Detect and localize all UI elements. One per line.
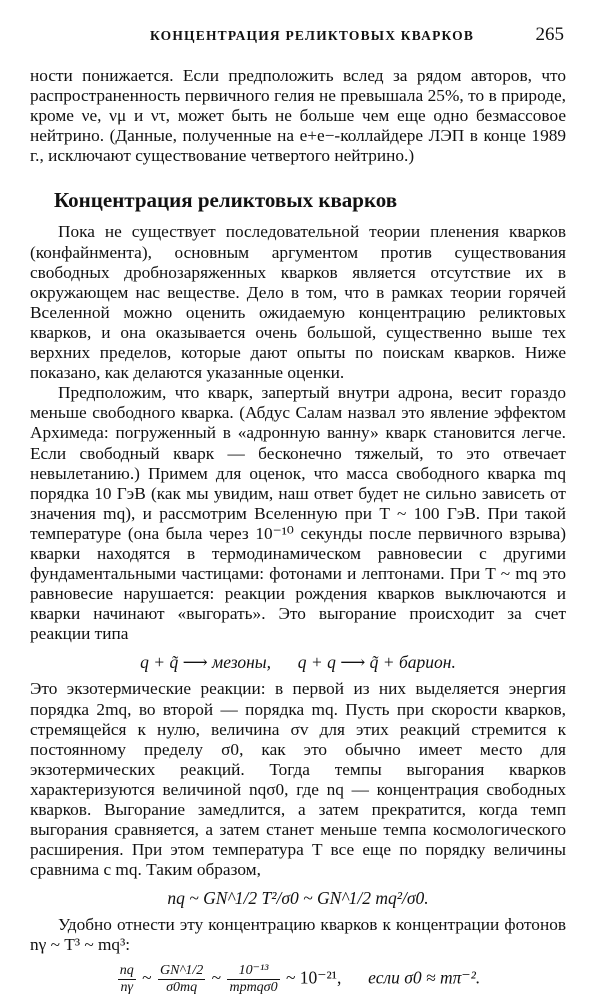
formula-condition: если σ0 ≈ mπ⁻². xyxy=(368,967,481,988)
paragraph: Это экзотермические реакции: в первой из них выделяется энергия порядка 2mq, во второй — порядка mq. Пусть при скорости кварков, стремящейся к нулю, величина σv для этих реакций стремится к постоянному пределу σ0, как это обычно имеет место для экзотермических реакций. Тогда темпы выгорания кварков характеризуются величиной nqσ0, где nq — концентрация свободных кварков. Выгорание замедлится, а затем прекратится, когда темп выгорания сравняется, а затем станет меньше темпа космологического расширения. При этом температура T все еще по порядку величины сравнима с mq. Таким образом, xyxy=(30,679,566,880)
formula-text: nq ~ GN^1/2 T²/σ0 ~ GN^1/2 mq²/σ0. xyxy=(167,888,429,909)
paragraph-continued: ности понижается. Если предположить вслед за рядом авторов, что распространенность первичного гелия не превышала 25%, то в природе, кроме νe, νμ и ντ, может быть не больше чем еще одно безмассовое нейтрино. (Данные, полученные на e+e−-коллайдере ЛЭП в конце 1989 г., исключают существование четвертого нейтрино.) xyxy=(30,66,566,166)
paragraph: Пока не существует последовательной теории пленения кварков (конфайнмента), основным аргументом против существования свободных дробнозаряженных кварков является отсутствие их в окружающем нас веществе. Дело в том, что в рамках теории горячей Вселенной можно оценить ожидаемую концентрацию реликтовых кварков, и она оказывается очень большой, существенно выше тех верхних пределов, которые дают опыты по поискам кварков. Ниже показано, как делаются указанные оценки. xyxy=(30,222,566,383)
fraction xyxy=(158,963,205,996)
formula-result: ~ 10⁻²¹, xyxy=(285,967,342,988)
fraction xyxy=(118,963,136,996)
page-header xyxy=(30,22,566,50)
formula-right: q + q ⟶ q̃ + барион. xyxy=(297,652,456,673)
running-head: КОНЦЕНТРАЦИЯ РЕЛИКТОВЫХ КВАРКОВ xyxy=(150,28,475,43)
fraction-numerator: nq xyxy=(119,962,134,978)
fraction-denominator: σ0mq xyxy=(166,979,198,995)
section-title: Концентрация реликтовых кварков xyxy=(54,188,398,213)
formula-left: q + q̃ ⟶ мезоны, xyxy=(140,652,272,673)
fraction-denominator: mpmqσ0 xyxy=(229,979,278,995)
page-number: 265 xyxy=(535,24,564,45)
concentration-formula xyxy=(30,887,566,909)
reaction-formula xyxy=(30,651,566,673)
body-text xyxy=(30,66,566,996)
fraction-numerator: 10⁻¹³ xyxy=(227,963,279,980)
paragraph: Предположим, что кварк, запертый внутри адрона, весит гораздо меньше свободного кварка. (Абдус Салам назвал это явление эффектом Архимеда: погруженный в «адронную ванну» кварк становится легче. Если свободный кварк — бесконечно тяжелый, то это отвечает невылетанию.) Примем для оценок, что масса свободного кварка mq порядка 10 ГэВ (как мы увидим, наш ответ будет не сильно зависеть от значения mq), и рассмотрим Вселенную при T ~ 100 ГэВ. При такой температуре (она была через 10⁻¹⁰ секунды после первичного взрыва) кварки находятся в термодинамическом равновесии с другими фундаментальными частицами: фотонами и лептонами. При T ~ mq это равновесие нарушается: реакции рождения кварков выключаются и кварки начинают «выгорать». Это выгорание происходит за счет реакции типа xyxy=(30,383,566,644)
paragraph: Удобно отнести эту концентрацию кварков к концентрации фотонов nγ ~ T³ ~ mq³: xyxy=(30,915,566,955)
ratio-formula: $\frac{nq}{n\gamma}$ ~ $\frac{GN\^{}1/2}{\sigma 0mq}$ ~ $\frac{\text{10⁻¹³}}{\text{mpmqσ0}}$ ~ 10⁻²¹, если σ0 ≈ mπ⁻². xyxy=(119,962,481,995)
fraction-denominator: nγ xyxy=(120,979,134,995)
fraction xyxy=(227,963,279,996)
fraction-numerator: GN^1/2 xyxy=(159,962,204,978)
